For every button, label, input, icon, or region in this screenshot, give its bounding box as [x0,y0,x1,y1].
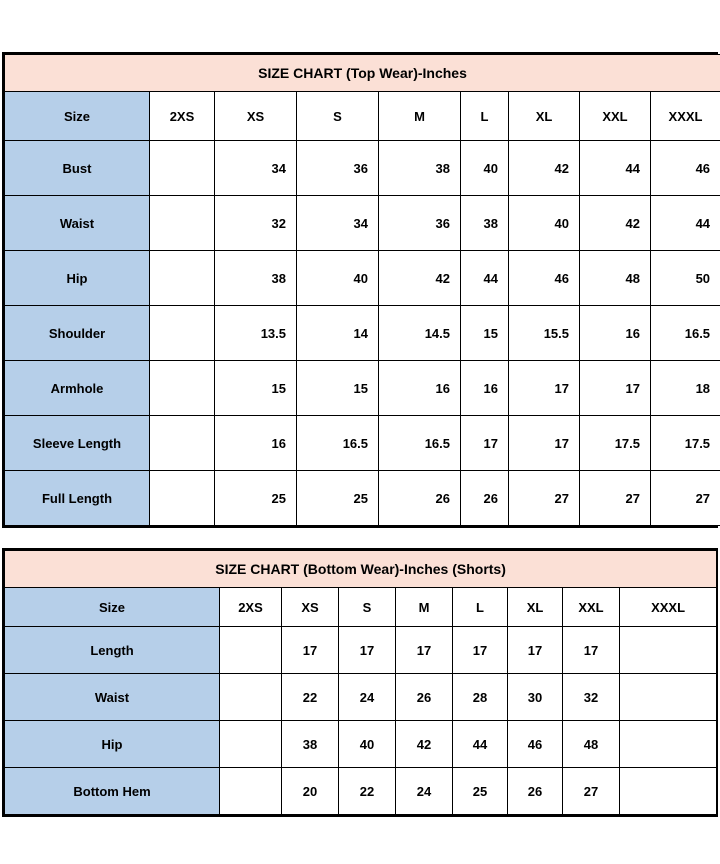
table-row [5,361,720,416]
bottom-wear-cell: 20 [282,768,339,815]
table-row [5,416,720,471]
top-wear-header-xxxl: XXXL [651,92,720,141]
bottom-wear-cell: 26 [508,768,563,815]
bottom-wear-cell [220,768,282,815]
top-wear-row-label: Bust [5,141,150,196]
top-wear-row-label: Waist [5,196,150,251]
bottom-wear-cell: 28 [453,674,508,721]
top-wear-cell: 15 [461,306,509,361]
top-wear-cell: 17 [509,361,580,416]
table-row [5,674,717,721]
bottom-wear-cell: 26 [396,674,453,721]
bottom-wear-cell: 48 [563,721,620,768]
bottom-wear-cell [620,768,717,815]
bottom-wear-row-label: Hip [5,721,220,768]
top-wear-cell: 38 [461,196,509,251]
bottom-wear-table [4,550,717,815]
bottom-wear-header-xs: XS [282,588,339,627]
top-wear-cell: 16.5 [297,416,379,471]
top-wear-cell: 25 [297,471,379,526]
bottom-wear-row-label: Waist [5,674,220,721]
top-wear-cell: 50 [651,251,720,306]
top-wear-cell [150,141,215,196]
top-wear-row-label: Sleeve Length [5,416,150,471]
top-wear-header-size: Size [5,92,150,141]
table-row [5,306,720,361]
top-wear-cell: 27 [580,471,651,526]
top-wear-cell: 44 [580,141,651,196]
top-wear-cell: 34 [215,141,297,196]
bottom-wear-cell: 46 [508,721,563,768]
top-wear-cell: 46 [509,251,580,306]
top-wear-cell: 17.5 [580,416,651,471]
bottom-wear-cell: 17 [282,627,339,674]
top-wear-cell [150,196,215,251]
top-wear-header-l: L [461,92,509,141]
table-row [5,141,720,196]
bottom-wear-header-l: L [453,588,508,627]
top-wear-cell [150,416,215,471]
top-wear-cell: 26 [379,471,461,526]
bottom-wear-cell: 17 [339,627,396,674]
bottom-wear-header-2xs: 2XS [220,588,282,627]
bottom-wear-row-label: Bottom Hem [5,768,220,815]
top-wear-cell: 42 [379,251,461,306]
top-wear-cell: 36 [379,196,461,251]
top-wear-cell: 16.5 [379,416,461,471]
top-wear-cell: 38 [379,141,461,196]
top-wear-cell: 16 [215,416,297,471]
top-wear-row-label: Shoulder [5,306,150,361]
top-wear-cell [150,251,215,306]
top-wear-cell: 15 [215,361,297,416]
top-wear-cell: 32 [215,196,297,251]
top-wear-header-m: M [379,92,461,141]
top-wear-cell [150,306,215,361]
bottom-wear-cell [220,721,282,768]
bottom-wear-cell [220,674,282,721]
bottom-wear-cell [220,627,282,674]
top-wear-cell: 36 [297,141,379,196]
top-wear-cell: 17 [580,361,651,416]
top-wear-cell [150,471,215,526]
bottom-wear-cell [620,674,717,721]
top-wear-cell: 25 [215,471,297,526]
top-wear-cell: 14 [297,306,379,361]
top-wear-title-row [5,55,720,92]
bottom-wear-header-m: M [396,588,453,627]
top-wear-cell: 16.5 [651,306,720,361]
top-wear-cell: 13.5 [215,306,297,361]
top-wear-header-s: S [297,92,379,141]
top-wear-cell: 42 [509,141,580,196]
top-wear-cell: 44 [651,196,720,251]
bottom-wear-cell: 27 [563,768,620,815]
top-wear-cell: 18 [651,361,720,416]
top-wear-header-xs: XS [215,92,297,141]
top-wear-cell: 44 [461,251,509,306]
top-wear-title: SIZE CHART (Top Wear)-Inches [5,55,720,92]
top-wear-cell: 34 [297,196,379,251]
top-wear-cell: 46 [651,141,720,196]
bottom-wear-cell: 17 [563,627,620,674]
top-wear-cell: 14.5 [379,306,461,361]
table-row [5,721,717,768]
top-wear-header-xl: XL [509,92,580,141]
bottom-wear-row-label: Length [5,627,220,674]
top-wear-cell: 42 [580,196,651,251]
top-wear-cell: 38 [215,251,297,306]
top-wear-cell: 16 [379,361,461,416]
bottom-wear-cell [620,721,717,768]
top-wear-cell: 40 [461,141,509,196]
bottom-wear-header-size: Size [5,588,220,627]
bottom-wear-cell: 24 [339,674,396,721]
bottom-wear-cell: 24 [396,768,453,815]
top-wear-cell [150,361,215,416]
bottom-wear-title: SIZE CHART (Bottom Wear)-Inches (Shorts) [5,551,717,588]
top-wear-row-label: Hip [5,251,150,306]
top-wear-row-label: Full Length [5,471,150,526]
table-row [5,251,720,306]
bottom-wear-cell: 17 [396,627,453,674]
top-wear-cell: 16 [461,361,509,416]
top-wear-cell: 27 [651,471,720,526]
top-wear-cell: 15.5 [509,306,580,361]
top-wear-cell: 40 [297,251,379,306]
top-wear-cell: 17 [509,416,580,471]
bottom-wear-cell: 17 [453,627,508,674]
bottom-wear-header-xxl: XXL [563,588,620,627]
bottom-wear-header-xl: XL [508,588,563,627]
top-wear-row-label: Armhole [5,361,150,416]
table-row [5,768,717,815]
bottom-wear-cell: 30 [508,674,563,721]
top-wear-table [4,54,720,526]
table-row [5,471,720,526]
bottom-wear-header-s: S [339,588,396,627]
table-row [5,196,720,251]
bottom-wear-cell [620,627,717,674]
bottom-wear-cell: 44 [453,721,508,768]
top-wear-cell: 16 [580,306,651,361]
top-wear-cell: 17 [461,416,509,471]
bottom-wear-header-xxxl: XXXL [620,588,717,627]
top-wear-header-xxl: XXL [580,92,651,141]
bottom-wear-cell: 38 [282,721,339,768]
bottom-wear-cell: 17 [508,627,563,674]
bottom-wear-header-row [5,588,717,627]
top-wear-cell: 26 [461,471,509,526]
table-row [5,627,717,674]
top-wear-header-2xs: 2XS [150,92,215,141]
bottom-wear-cell: 22 [282,674,339,721]
bottom-wear-title-row [5,551,717,588]
top-wear-size-chart [2,52,718,528]
bottom-wear-cell: 40 [339,721,396,768]
bottom-wear-size-chart [2,548,718,817]
top-wear-cell: 48 [580,251,651,306]
bottom-wear-cell: 22 [339,768,396,815]
bottom-wear-cell: 42 [396,721,453,768]
bottom-wear-cell: 32 [563,674,620,721]
top-wear-cell: 27 [509,471,580,526]
top-wear-cell: 15 [297,361,379,416]
top-wear-cell: 17.5 [651,416,720,471]
top-wear-cell: 40 [509,196,580,251]
top-wear-header-row [5,92,720,141]
bottom-wear-cell: 25 [453,768,508,815]
